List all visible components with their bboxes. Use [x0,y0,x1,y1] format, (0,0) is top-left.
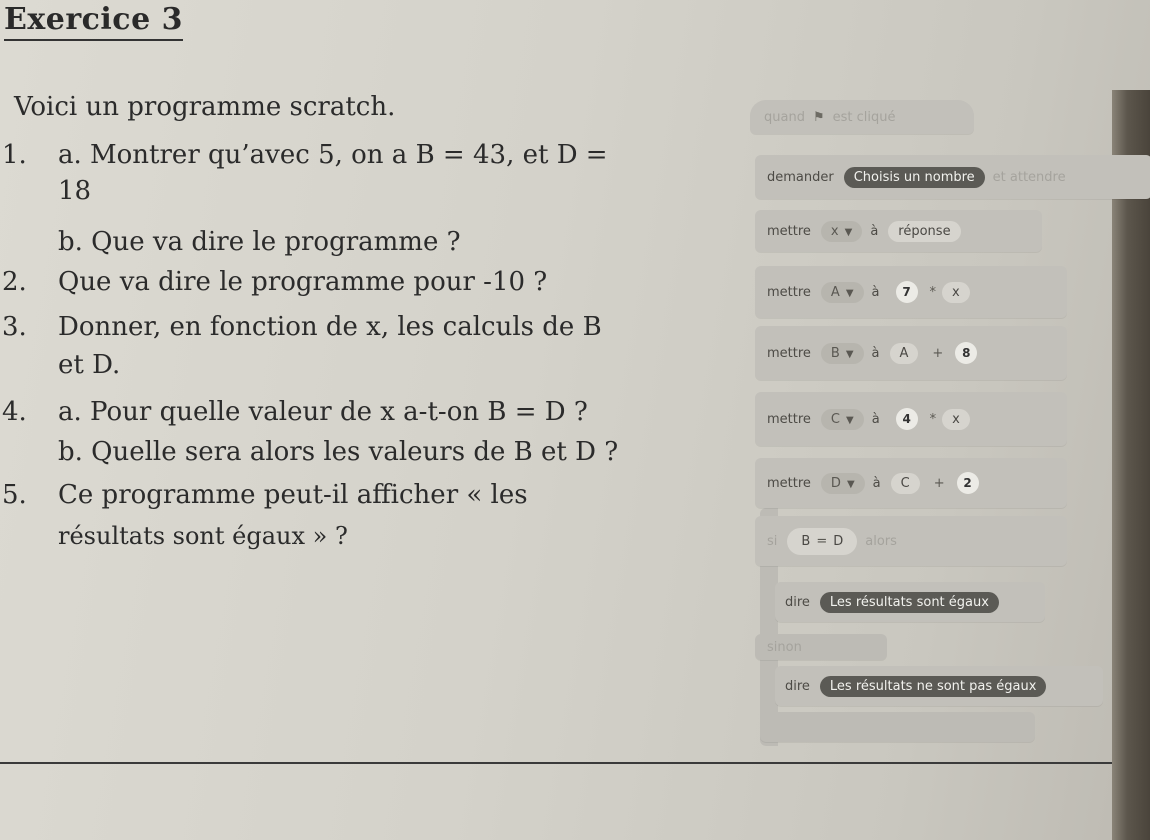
question-4b: b. Quelle sera alors les valeurs de B et D ? [58,437,619,467]
question-1a: 1. a. Montrer qu’avec 5, on a B = 43, et D = [2,140,608,170]
say-false-block: dire Les résultats ne sont pas égaux [775,666,1103,706]
exercise-title: Exercice 3 [4,2,183,41]
page-edge-shadow [1112,90,1150,840]
ask-prompt: Choisis un nombre [844,167,985,188]
question-5: 5. Ce programme peut-il afficher « les [2,480,528,510]
dropdown-arrow-icon: ▼ [846,414,854,426]
question-1b: b. Que va dire le programme ? [58,227,461,257]
ask-block: demander Choisis un nombre et attendre [755,155,1150,199]
set-x-block: mettre x ▼ à réponse [755,210,1042,252]
dropdown-arrow-icon: ▼ [846,478,855,490]
question-3: 3. Donner, en fonction de x, les calculs de B [2,312,602,342]
set-b-block: mettre B ▼ à A + 8 [755,326,1067,380]
dropdown-arrow-icon: ▼ [845,348,854,360]
if-condition-block: si B = D alors [755,516,1067,566]
question-2: 2. Que va dire le programme pour -10 ? [2,267,548,297]
set-c-block: mettre C ▼ à 4 * x [755,392,1067,446]
divider-line [0,762,1112,764]
intro-text: Voici un programme scratch. [14,92,396,122]
if-else-end [760,712,1035,742]
green-flag-icon: ⚑ [812,109,825,125]
dropdown-arrow-icon: ▼ [845,287,854,299]
set-a-block: mettre A ▼ à 7 * x [755,266,1067,318]
dropdown-arrow-icon: ▼ [844,226,853,238]
when-flag-clicked-block: quand ⚑ est cliqué [750,100,974,134]
set-d-block: mettre D ▼ à C + 2 [755,458,1067,508]
question-4a: 4. a. Pour quelle valeur de x a-t-on B = D ? [2,397,588,427]
question-3-cont: et D. [58,350,121,380]
say-true-block: dire Les résultats sont égaux [775,582,1045,622]
else-label: sinon [755,634,887,660]
question-1a-cont: 18 [58,176,92,206]
question-5-cont: résultats sont égaux » ? [58,522,348,550]
